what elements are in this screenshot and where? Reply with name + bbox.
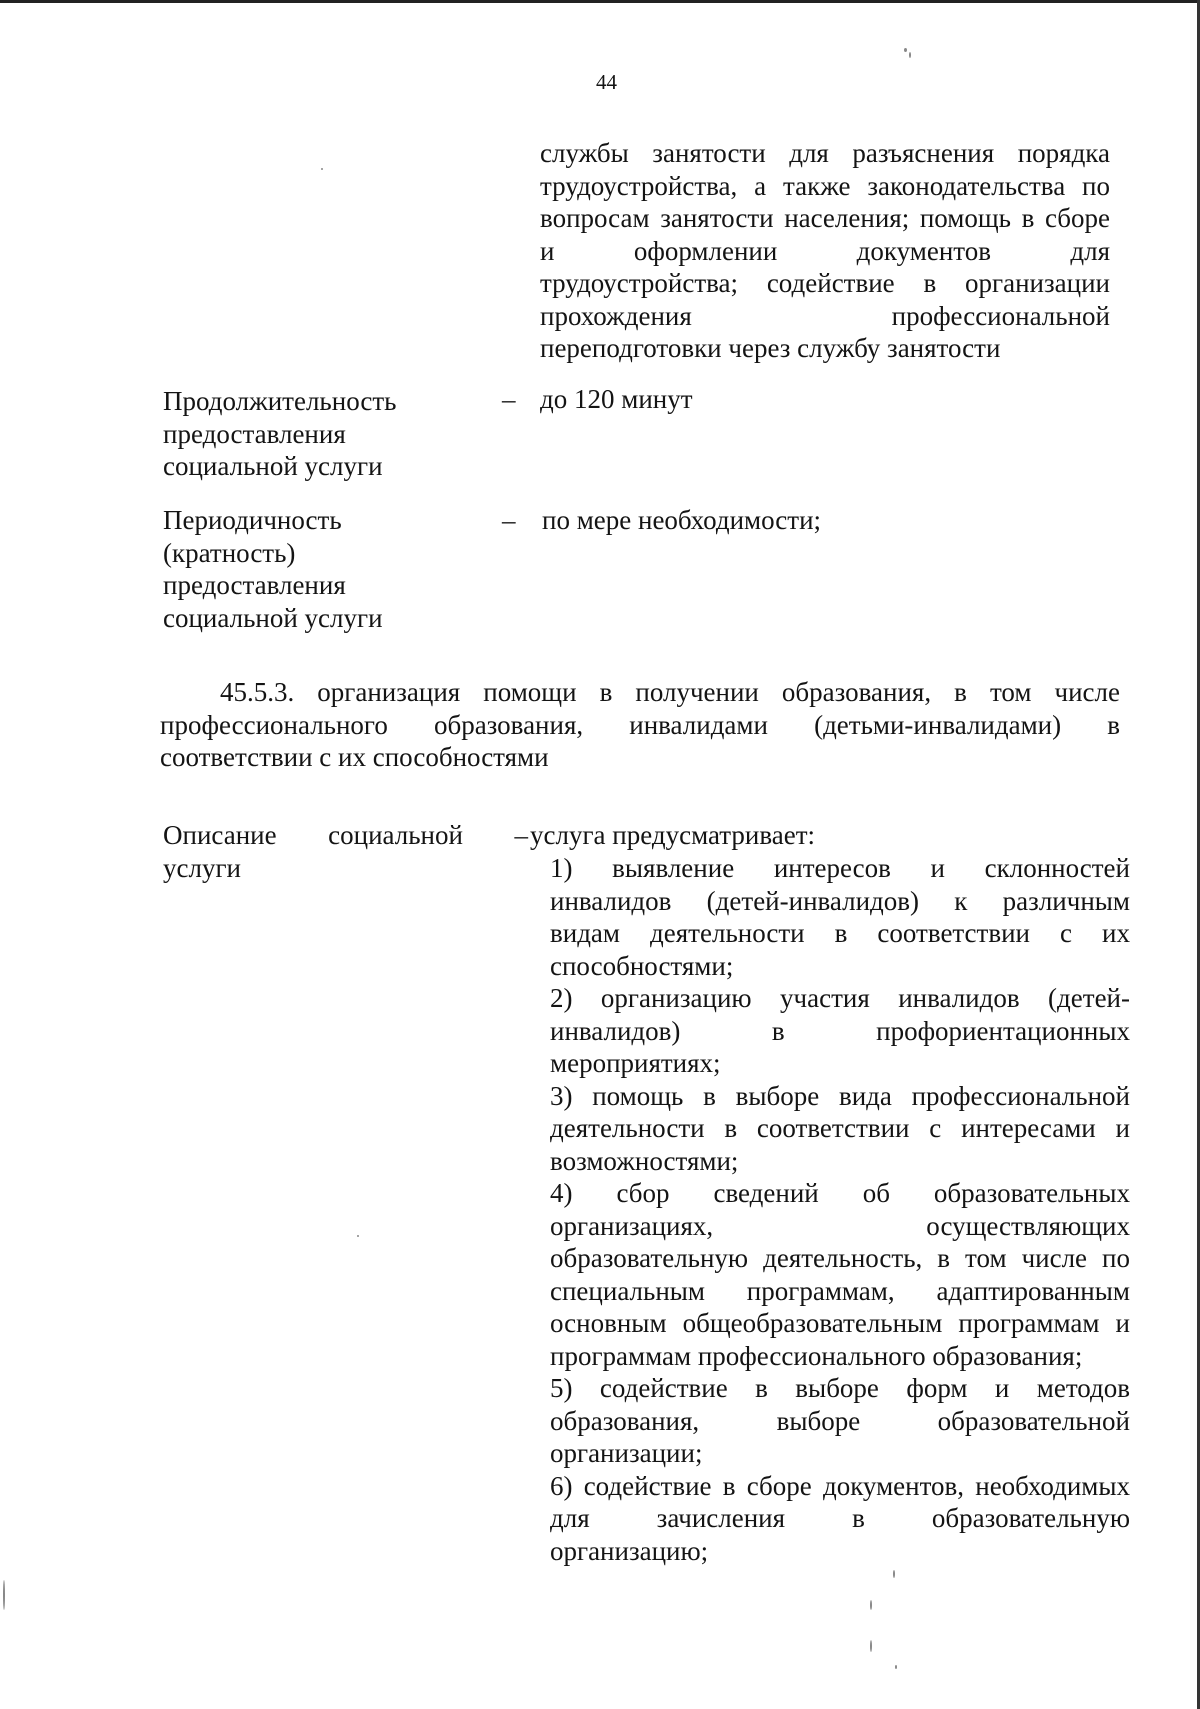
label-line: Продолжительность [163, 386, 397, 416]
duration-dash: – [502, 384, 516, 414]
list-item [550, 1177, 1130, 1372]
text-line: возможностями; [550, 1145, 739, 1176]
text-line: 6) содействие в сборе документов, необходимых [550, 1470, 1130, 1501]
text-line: деятельности в соответствии с интересами и [550, 1113, 1130, 1143]
text-line: организации; [550, 1438, 703, 1468]
label-line: предоставления [163, 418, 346, 449]
text-line: службы занятости для разъяснения порядка [540, 138, 1110, 168]
label-line: предоставления [163, 570, 346, 600]
text-line: образования, выборе образовательной [550, 1405, 1130, 1436]
duration-label [163, 385, 396, 483]
text-line: трудоустройства; содействие в организации [540, 268, 1110, 298]
text-line: инвалидов (детей-инвалидов) к различным [550, 885, 1130, 916]
text-line: основным общеобразовательным программам и [550, 1308, 1130, 1338]
scan-speck [895, 1665, 897, 1669]
periodicity-value: по мере необходимости; [542, 505, 822, 535]
description-list [550, 852, 1130, 1567]
text-line: специальным программам, адаптированным [550, 1275, 1130, 1306]
continuation-paragraph [540, 137, 1110, 365]
label-line: (кратность) [163, 537, 296, 568]
text-line: инвалидов) в профориентационных [550, 1015, 1130, 1046]
scan-speck [321, 168, 323, 170]
text-line: видам деятельности в соответствии с их [550, 918, 1130, 948]
list-item [550, 1372, 1130, 1470]
label-line: социальной услуги [163, 602, 383, 633]
periodicity-dash: – [502, 505, 516, 535]
scan-speck [3, 1580, 5, 1610]
list-item [550, 852, 1130, 982]
text-line: образовательную деятельность, в том числе по [550, 1243, 1130, 1273]
scan-speck [893, 1570, 895, 1578]
scan-speck [909, 52, 911, 58]
section-paragraph [160, 676, 1120, 774]
text-line: организацию; [550, 1535, 709, 1566]
scan-border-top [0, 0, 1200, 3]
text-line: организациях, осуществляющих [550, 1210, 1130, 1241]
text-line: 5) содействие в выборе форм и методов [550, 1373, 1130, 1403]
text-line: 4) сбор сведений об образовательных [550, 1178, 1130, 1208]
scan-speck [357, 1235, 359, 1237]
scan-speck [904, 48, 907, 52]
text-line: 3) помощь в выборе вида профессиональной [550, 1080, 1130, 1111]
label-line: Описание социальной – [163, 820, 528, 850]
text-line: и оформлении документов для [540, 235, 1110, 266]
periodicity-label [163, 504, 383, 634]
list-item [550, 1470, 1130, 1568]
text-line: профессионального образования, инвалидами (детьми-инвалидами) в [160, 709, 1120, 740]
text-line: прохождения профессиональной [540, 300, 1110, 331]
text-line: соответствии с их способностями [160, 742, 549, 772]
list-item [550, 1080, 1130, 1178]
text-line: переподготовки через службу занятости [540, 333, 1001, 363]
duration-value: до 120 минут [540, 384, 693, 414]
page-number: 44 [596, 70, 617, 94]
text-line: вопросам занятости населения; помощь в сборе [540, 203, 1110, 233]
scan-speck [870, 1640, 872, 1652]
text-line: трудоустройства, а также законодательства по [540, 170, 1110, 201]
text-line: 2) организацию участия инвалидов (детей- [550, 983, 1130, 1013]
scan-speck [870, 1600, 872, 1610]
description-intro: услуга предусматривает: [530, 820, 815, 850]
description-label [163, 819, 528, 884]
label-line: услуги [163, 852, 241, 883]
text-line: 1) выявление интересов и склонностей [550, 853, 1130, 883]
label-line: Периодичность [163, 505, 342, 535]
text-line: для зачисления в образовательную [550, 1503, 1130, 1533]
label-line: социальной услуги [163, 451, 383, 481]
text-line: 45.5.3. организация помощи в получении образования, в том числе [220, 677, 1120, 707]
text-line: мероприятиях; [550, 1048, 721, 1078]
text-line: программам профессионального образования; [550, 1340, 1083, 1371]
text-line: способностями; [550, 950, 734, 981]
list-item [550, 982, 1130, 1080]
